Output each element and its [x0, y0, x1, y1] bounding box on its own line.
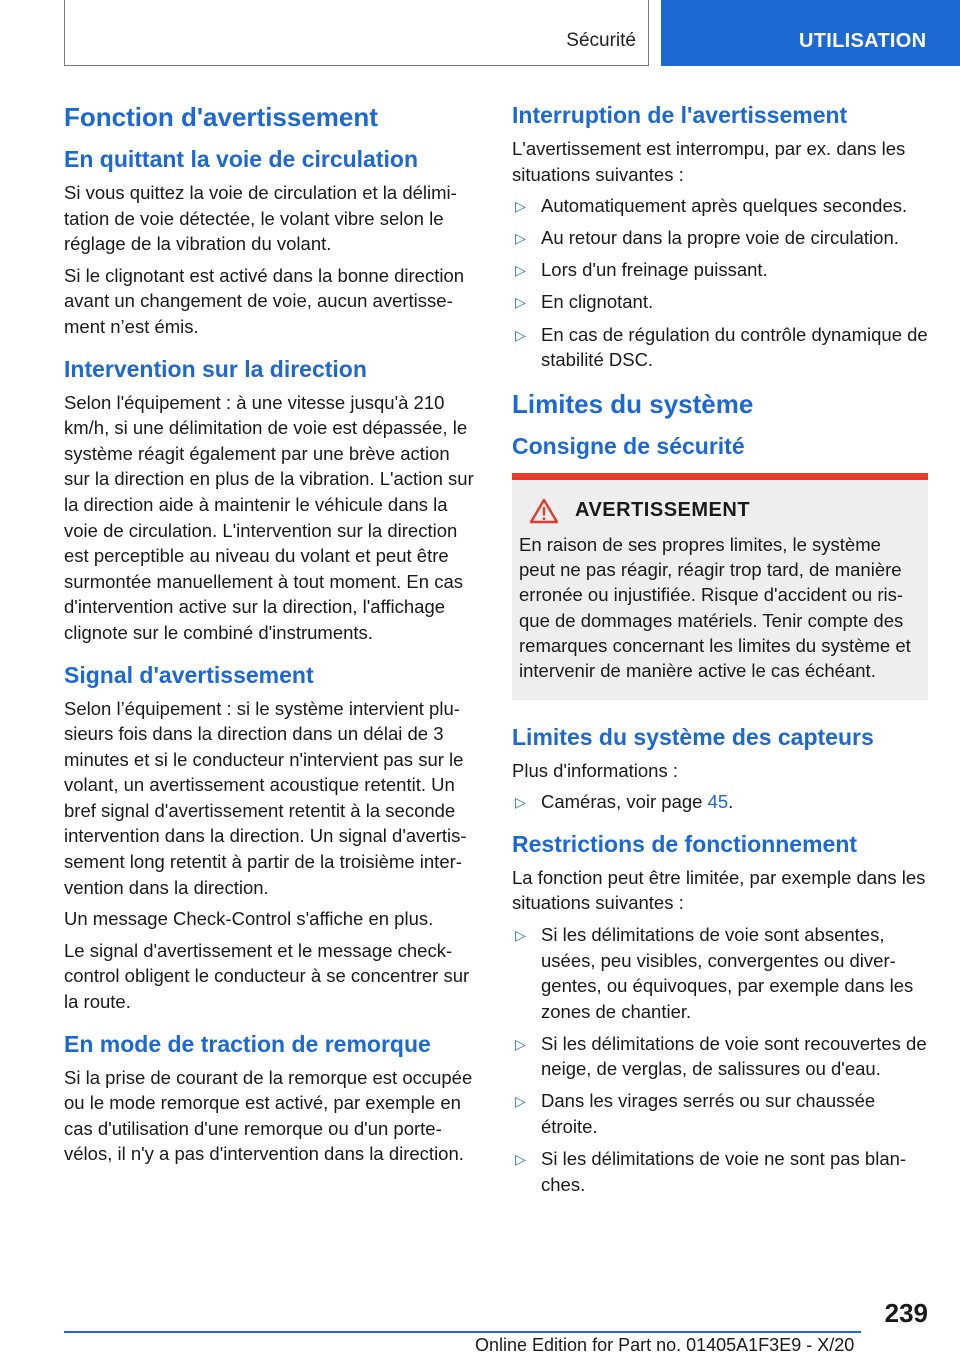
heading-system-limits: Limites du système	[512, 388, 754, 419]
triangle-right-icon: ▷	[515, 1151, 526, 1168]
restrictions-list	[512, 922, 928, 1197]
heading-leaving-lane: En quittant la voie de circulation	[64, 146, 418, 172]
list-item: ▷ Dans les virages serrés ou sur chaussée étroite.	[515, 1090, 876, 1138]
paragraph: Un message Check-Control s'affiche en plus.	[64, 908, 434, 930]
footer-divider	[64, 1331, 861, 1333]
paragraph: Selon l’équipement : si le système intervient plusieurs fois dans la direction dans un délai de 3 minutes et si le conducteur n'intervient pas sur le volant, un avertissement acoustique retentit. Un bref signal d'avertissement retentit à la seconde intervention dans la direction. Un signal d'avertissement long retentit à partir de la troisième intervention dans la direction.	[64, 697, 467, 898]
paragraph: La fonction peut être limitée, par exemple dans les situations suivantes :	[512, 866, 926, 914]
list-item: ▷ Automatiquement après quelques secondes.	[512, 193, 928, 219]
heading-functional-restrictions: Restrictions de fonctionnement	[512, 830, 858, 857]
triangle-right-icon: ▷	[515, 294, 526, 311]
triangle-right-icon: ▷	[515, 262, 526, 279]
list-item: ▷ Si les délimitations de voie ne sont pas blanches.	[515, 1148, 907, 1195]
sensor-list	[512, 789, 928, 815]
triangle-right-icon: ▷	[515, 1035, 526, 1052]
warning-header	[529, 498, 921, 524]
footer-edition: Online Edition for Part no. 01405A1F3E9 - X/20	[475, 1335, 855, 1355]
paragraph: Le signal d'avertissement et le message check-control obligent le conducteur à se concentrer sur la route.	[64, 939, 470, 1013]
paragraph: Si vous quittez la voie de circulation et la délimitation de voie détectée, le volant vibre selon le réglage de la vibration du volant.	[64, 182, 457, 255]
triangle-right-icon: ▷	[515, 230, 526, 247]
heading-warning-signal: Signal d'avertissement	[64, 661, 314, 688]
heading-warning-interruption: Interruption de l'avertissement	[512, 102, 848, 128]
list-item: ▷ En clignotant.	[512, 289, 928, 315]
paragraph: Si la prise de courant de la remorque est occupée ou le mode remorque est activé, par exemple en cas d'utilisation d'une remorque ou d'un porte-vélos, il n'y a pas d'intervention dans la direction.	[64, 1066, 473, 1165]
page-reference-link[interactable]: 45	[707, 791, 729, 813]
paragraph: Si le clignotant est activé dans la bonne direction avant un changement de voie, aucun avertissement n’est émis.	[64, 264, 465, 337]
list-item: ▷ Au retour dans la propre voie de circulation.	[512, 225, 928, 251]
triangle-right-icon: ▷	[515, 1093, 526, 1110]
paragraph: Selon l'équipement : à une vitesse jusqu'à 210 km/h, si une délimitation de voie est dépassée, le système réagit également par une brève action sur la direction en plus de la vibration. L'action sur la direction aide à maintenir le véhicule dans la voie de circulation. L'intervention sur la direction est perceptible au niveau du volant et peut être surmontée manuellement à tout moment. En cas d'intervention active sur la direction, l'affichage clignote sur le combiné d'instruments.	[64, 391, 474, 643]
interruption-list	[512, 193, 928, 373]
triangle-right-icon: ▷	[515, 794, 526, 811]
left-column	[64, 100, 480, 1173]
heading-steering-intervention: Intervention sur la direction	[64, 355, 367, 382]
paragraph: L'avertissement est interrompu, par ex. dans les situations suivantes :	[512, 138, 906, 185]
page-number: 239	[884, 1298, 928, 1328]
header-section-box	[64, 0, 649, 66]
chapter-title: UTILISATION	[799, 30, 927, 52]
heading-safety-notice: Consigne de sécurité	[512, 432, 745, 459]
heading-trailer-mode: En mode de traction de remorque	[64, 1030, 431, 1057]
list-item: ▷ Lors d'un freinage puissant.	[512, 257, 928, 283]
warning-box	[512, 473, 928, 700]
heading-sensor-limits: Limites du système des capteurs	[512, 723, 874, 750]
warning-title: AVERTISSEMENT	[575, 499, 751, 522]
right-column	[512, 100, 928, 1207]
triangle-right-icon: ▷	[515, 326, 526, 343]
list-item: ▷ Si les délimitations de voie sont absentes, usées, peu visibles, convergentes ou divergentes, ou équivoques, par exemple dans les zones de chantier.	[515, 923, 914, 1022]
warning-text: En raison de ses propres limites, le système peut ne pas réagir, réagir trop tard, de manière erronée ou injustifiée. Risque d'accident ou risque de dommages matériels. Tenir compte des remarques concernant les limites du système et intervenir de manière active le cas échéant.	[519, 533, 911, 682]
triangle-right-icon: ▷	[515, 926, 526, 943]
list-item: ▷ Si les délimitations de voie sont recouvertes de neige, de verglas, de salissures ou d'eau.	[515, 1032, 927, 1080]
list-item: ▷ Caméras, voir page 45.	[512, 789, 928, 815]
warning-triangle-icon	[529, 498, 559, 524]
triangle-right-icon: ▷	[515, 198, 526, 215]
section-title: Sécurité	[566, 30, 636, 51]
heading-warning-function: Fonction d'avertissement	[64, 102, 378, 132]
paragraph: Plus d'informations :	[512, 759, 678, 781]
header-chapter-tab	[661, 0, 960, 66]
list-item: ▷ En cas de régulation du contrôle dynamique de stabilité DSC.	[515, 323, 928, 371]
